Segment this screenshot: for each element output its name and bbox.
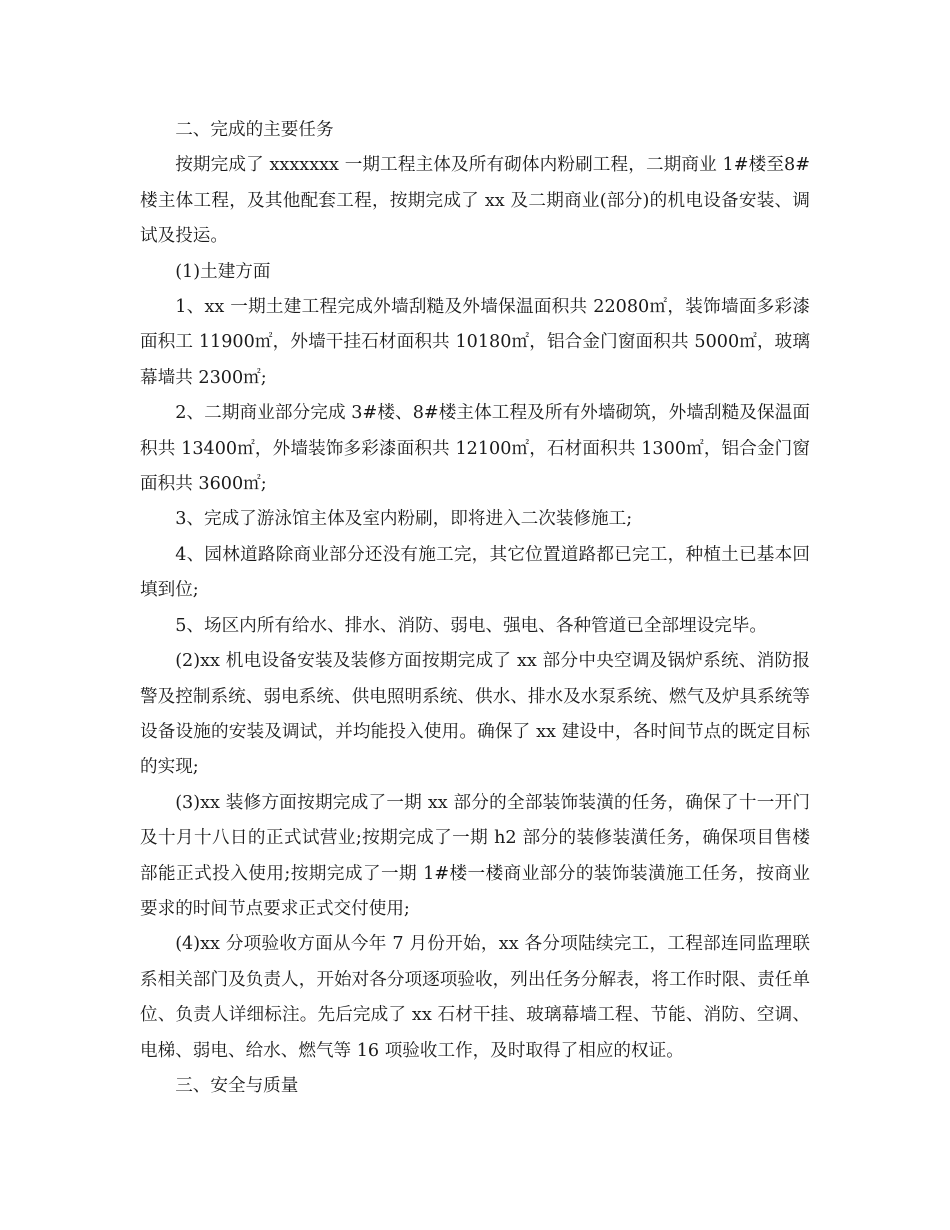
paragraph-overview: 按期完成了 xxxxxxx 一期工程主体及所有砌体内粉刷工程，二期商业 1#楼至8#楼主体工程，及其他配套工程，按期完成了 xx 及二期商业(部分)的机电设备安装、调试及投运。 [140,155,810,247]
paragraph-civil-item-5: 5、场区内所有给水、排水、消防、弱电、强电、各种管道已全部埋设完毕。 [175,615,767,636]
paragraph-civil-item-3: 3、完成了游泳馆主体及室内粉刷，即将进入二次装修施工; [175,509,633,530]
document-body [140,113,810,1104]
section-heading-safety-quality: 三、安全与质量 [175,1075,299,1096]
section-heading-main-tasks: 二、完成的主要任务 [175,120,334,140]
paragraph-mep-installation: (2)xx 机电设备安装及装修方面按期完成了 xx 部分中央空调及锅炉系统、消防报警及控制系统、弱电系统、供电照明系统、供水、排水及水泵系统、燃气及炉具系统等设备设施的安装及调试，并均能投入使用。确保了 xx 建设中，各时间节点的既定目标的实现; [140,651,810,778]
paragraph-civil-item-2: 2、二期商业部分完成 3#楼、8#楼主体工程及所有外墙砌筑，外墙刮糙及保温面积共 13400㎡，外墙装饰多彩漆面积共 12100㎡，石材面积共 1300㎡，铝合金门窗面积共 3600㎡; [140,403,810,495]
subheading-civil-works: (1)土建方面 [175,261,271,282]
paragraph-decoration: (3)xx 装修方面按期完成了一期 xx 部分的全部装饰装潢的任务，确保了十一开门及十月十八日的正式试营业;按期完成了一期 h2 部分的装修装潢任务，确保项目售楼部能正式投入使用;按期完成了一期 1#楼一楼商业部分的装饰装潢施工任务，按商业要求的时间节点要求正式交付使用; [140,792,810,919]
paragraph-civil-item-1: 1、xx 一期土建工程完成外墙刮糙及外墙保温面积共 22080㎡，装饰墙面多彩漆面积工 11900㎡，外墙干挂石材面积共 10180㎡，铝合金门窗面积共 5000㎡，玻璃幕墙共 2300㎡; [140,297,810,388]
paragraph-civil-item-4: 4、园林道路除商业部分还没有施工完，其它位置道路都已完工，种植土已基本回填到位; [140,544,810,601]
paragraph-acceptance: (4)xx 分项验收方面从今年 7 月份开始，xx 各分项陆续完工，工程部连同监理联系相关部门及负责人，开始对各分项逐项验收，列出任务分解表，将工作时限、责任单位、负责人详细标注。先后完成了 xx 石材干挂、玻璃幕墙工程、节能、消防、空调、电梯、弱电、给水、燃气等 16 项验收工作，及时取得了相应的权证。 [140,934,810,1061]
